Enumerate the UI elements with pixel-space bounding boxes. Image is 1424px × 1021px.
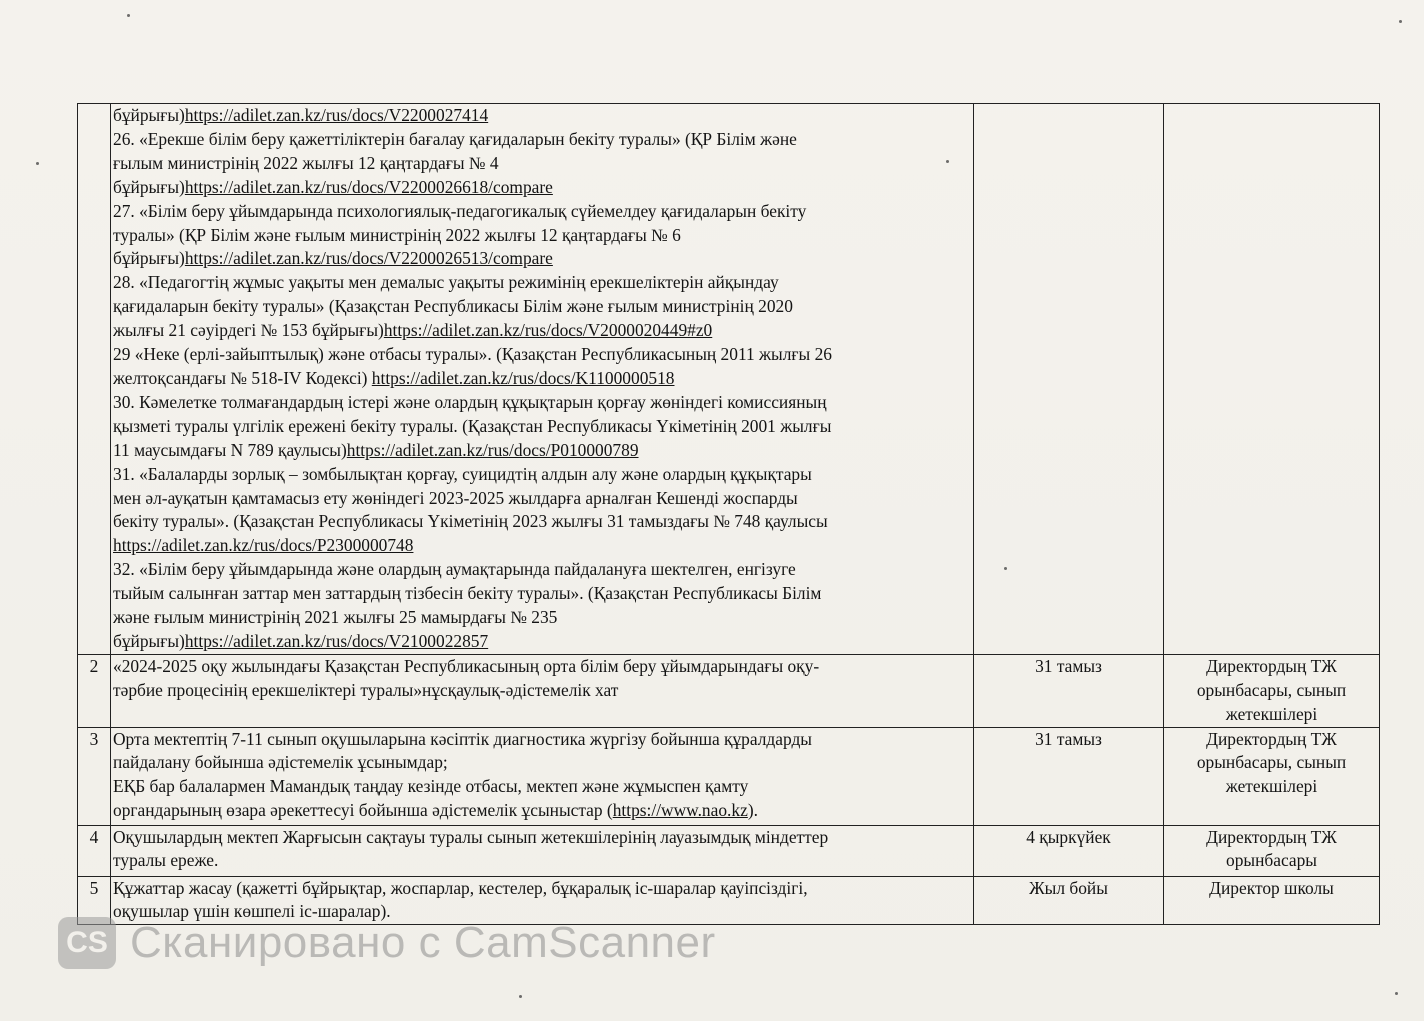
line-text: жылғы 21 сәуірдегі № 153 бұйрығы) (113, 320, 384, 341)
line-text: Оқушылардың мектеп Жарғысын сақтауы туралы сынып жетекшілерінің лауазымдық міндеттер (113, 826, 829, 847)
text-line (113, 606, 971, 630)
line-text: бекіту туралы». (Қазақстан Республикасы Үкіметінің 2023 жылғы 31 тамыздағы № 748 қаулысы (113, 511, 828, 532)
document-link[interactable]: https://adilet.zan.kz/rus/docs/P2300000748 (113, 535, 414, 556)
line-text: ғылым министрінің 2022 жылғы 12 қаңтардағы № 4 (113, 152, 499, 173)
text-line (113, 415, 971, 439)
line-text: мен әл-ауқатын қамтамасыз ету жөніндегі 2023-2025 жылдарға арналған Кешенді жоспарды (113, 487, 798, 508)
line-text: 27. «Білім беру ұйымдарында психологиялық-педагогикалық сүйемелдеу қағидаларын бекіту (113, 200, 807, 221)
deadline-cell: 31 тамыз (974, 654, 1164, 727)
text-line (113, 463, 971, 487)
text-line (113, 799, 971, 823)
line-text-after: ). (747, 800, 758, 821)
row-number: 4 (78, 825, 111, 876)
text-line (113, 877, 971, 901)
document-link[interactable]: https://adilet.zan.kz/rus/docs/V2200026618/compare (184, 176, 553, 197)
text-line (113, 582, 971, 606)
table-row (78, 104, 1380, 655)
line-text: бұйрығы) (113, 176, 185, 197)
line-text: қызметі туралы үлгілік ережені бекіту туралы. (Қазақстан Республикасы Үкіметінің 2001 жылғы (113, 415, 832, 436)
line-text: бұйрығы) (113, 105, 185, 125)
text-line (113, 176, 971, 200)
document-link[interactable]: https://adilet.zan.kz/rus/docs/K1100000518 (371, 367, 675, 388)
camscanner-logo-icon: CS (58, 917, 116, 969)
text-line (113, 343, 971, 367)
text-line (113, 775, 971, 799)
text-line (113, 367, 971, 391)
text-line (113, 751, 971, 775)
document-link[interactable]: https://adilet.zan.kz/rus/docs/V2000020449#z0 (383, 320, 713, 341)
line-text: қағидаларын бекіту туралы» (Қазақстан Республикасы Білім және ғылым министрінің 2020 (113, 296, 793, 317)
line-text: ЕҚБ бар балалармен Мамандық таңдау кезінде отбасы, мектеп және жұмыспен қамту (113, 776, 749, 797)
activity-cell (111, 654, 974, 727)
text-line (113, 391, 971, 415)
scan-speck (946, 160, 949, 163)
line-text: 28. «Педагогтің жұмыс уақыты мен демалыс уақыты режимінің ерекшеліктерін айқындау (113, 272, 779, 293)
table-row (78, 727, 1380, 825)
line-text: 11 маусымдағы N 789 қаулысы) (113, 439, 347, 460)
text-line (113, 558, 971, 582)
table-row (78, 654, 1380, 727)
text-line (113, 510, 971, 534)
scan-speck (1399, 20, 1402, 23)
line-text: 26. «Ерекше білім беру қажеттіліктерін бағалау қағидаларын бекіту туралы» (ҚР Білім және (113, 128, 797, 149)
text-line (113, 534, 971, 558)
text-line (113, 200, 971, 224)
text-line (113, 439, 971, 463)
activity-cell (111, 876, 974, 925)
activity-cell (111, 825, 974, 876)
document-link[interactable]: https://www.nao.kz (612, 800, 748, 821)
line-text: оқушылар үшін көшпелі іс-шаралар). (113, 901, 391, 922)
line-text: органдарының өзара әрекеттесуі бойынша әдістемелік ұсыныстар ( (113, 800, 613, 821)
text-line (113, 104, 971, 128)
text-line (113, 247, 971, 271)
text-line (113, 679, 971, 703)
line-text: 30. Кәмелетке толмағандардың істері және олардың құқықтарын қорғау жөніндегі комиссияның (113, 391, 827, 412)
deadline-cell: Жыл бойы (974, 876, 1164, 925)
document-link[interactable]: https://adilet.zan.kz/rus/docs/V2100022857 (184, 630, 489, 651)
line-text: Құжаттар жасау (қажетті бұйрықтар, жоспарлар, кестелер, бұқаралық іс-шаралар қауіпсіздігі, (113, 877, 808, 898)
text-line (113, 900, 971, 924)
line-text: және ғылым министрінің 2021 жылғы 25 мамырдағы № 235 (113, 607, 558, 628)
table-row (78, 825, 1380, 876)
text-line (113, 655, 971, 679)
line-text: пайдалану бойынша әдістемелік ұсынымдар; (113, 752, 448, 773)
deadline-cell: 4 қыркүйек (974, 825, 1164, 876)
line-text: туралы» (ҚР Білім және ғылым министрінің 2022 жылғы 12 қаңтардағы № 6 (113, 224, 681, 245)
row-number: 2 (78, 654, 111, 727)
text-line (113, 728, 971, 752)
table-row (78, 876, 1380, 925)
scan-speck (1395, 992, 1398, 995)
line-text: бұйрығы) (113, 630, 185, 651)
line-text: желтоқсандағы № 518-IV Кодексі) (113, 367, 372, 388)
responsible-cell (1164, 104, 1380, 655)
document-link[interactable]: https://adilet.zan.kz/rus/docs/P010000789 (346, 439, 639, 460)
line-text: тәрбие процесінің ерекшеліктері туралы»нұсқаулық-әдістемелік хат (113, 679, 619, 700)
scan-speck (1004, 567, 1007, 570)
responsible-cell: Директор школы (1164, 876, 1380, 925)
text-line (113, 271, 971, 295)
line-text: тыйым салынған заттар мен заттардың тізбесін бекіту туралы». (Қазақстан Республикасы Білім (113, 583, 822, 604)
line-text: туралы ереже. (113, 850, 219, 871)
document-link[interactable]: https://adilet.zan.kz/rus/docs/V2200027414 (184, 105, 489, 125)
text-line (113, 630, 971, 654)
responsible-cell: Директордың ТЖ орынбасары, сынып жетекшілері (1164, 727, 1380, 825)
text-line (113, 224, 971, 248)
watermark-text: Сканировано с CamScanner (130, 918, 716, 967)
text-line (113, 319, 971, 343)
activity-cell (111, 727, 974, 825)
line-text: 32. «Білім беру ұйымдарында және олардың аумақтарында пайдалануға шектелген, енгізуге (113, 559, 796, 580)
row-number: 3 (78, 727, 111, 825)
text-line (113, 849, 971, 873)
text-line (113, 152, 971, 176)
text-line (113, 128, 971, 152)
line-text: «2024-2025 оқу жылындағы Қазақстан Республикасының орта білім беру ұйымдарындағы оқу- (113, 655, 820, 676)
line-text: 29 «Неке (ерлі-зайыптылық) және отбасы туралы». (Қазақстан Республикасының 2011 жылғы 26 (113, 344, 832, 365)
scan-speck (519, 995, 522, 998)
activity-cell (111, 104, 974, 655)
scan-speck (36, 162, 39, 165)
text-line (113, 295, 971, 319)
responsible-cell: Директордың ТЖ орынбасары, сынып жетекшілері (1164, 654, 1380, 727)
row-number: 5 (78, 876, 111, 925)
line-text: бұйрығы) (113, 248, 185, 269)
row-number (78, 104, 111, 655)
plan-table (77, 103, 1380, 925)
text-line (113, 826, 971, 850)
line-text: 31. «Балаларды зорлық – зомбылықтан қорғау, суицидтің алдын алу және олардың құқықтары (113, 463, 812, 484)
deadline-cell (974, 104, 1164, 655)
deadline-cell: 31 тамыз (974, 727, 1164, 825)
text-line (113, 487, 971, 511)
document-link[interactable]: https://adilet.zan.kz/rus/docs/V2200026513/compare (184, 248, 553, 269)
scan-speck (127, 14, 130, 17)
line-text: Орта мектептің 7-11 сынып оқушыларына кәсіптік диагностика жүргізу бойынша құралдарды (113, 728, 812, 749)
responsible-cell: Директордың ТЖ орынбасары (1164, 825, 1380, 876)
